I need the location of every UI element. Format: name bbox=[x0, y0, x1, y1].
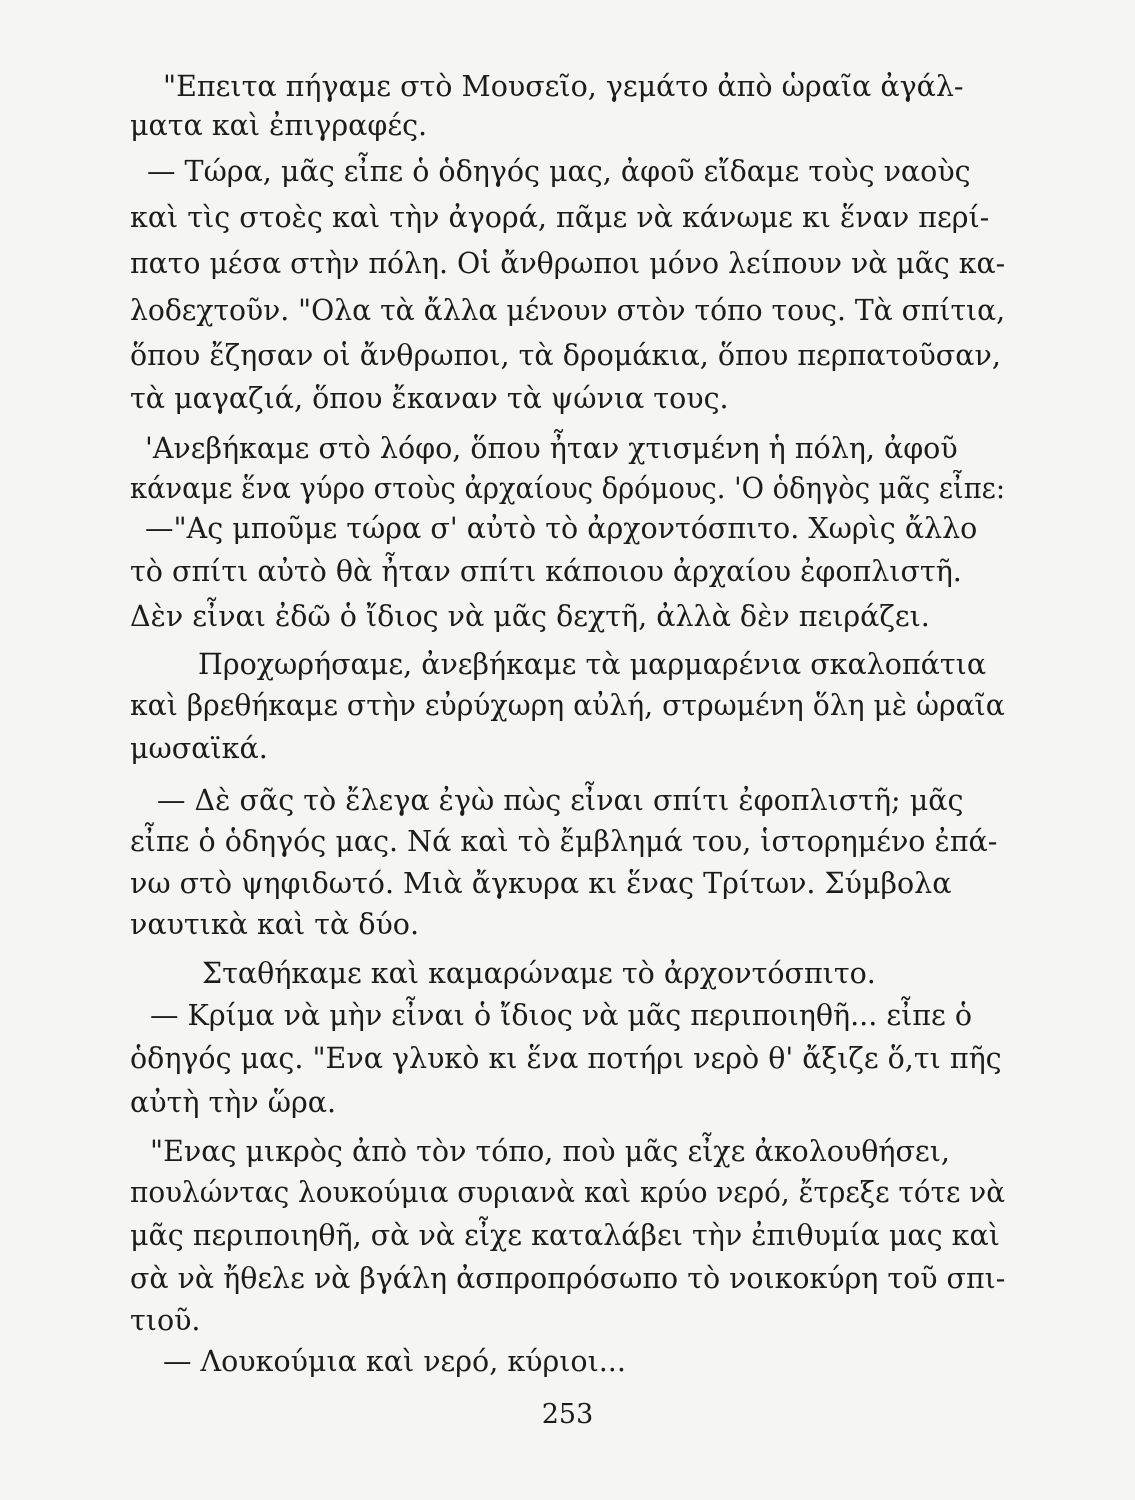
text-line: καὶ τὶς στοὲς καὶ τὴν ἀγορά, πᾶμε νὰ κάνωμε κι ἕναν περί- bbox=[130, 201, 990, 234]
text-line: πουλώντας λουκούμια συριανὰ καὶ κρύο νερό, ἔτρεξε τότε νὰ bbox=[130, 1176, 1006, 1209]
text-line: — Τώρα, μᾶς εἶπε ὁ ὁδηγός μας, ἀφοῦ εἴδαμε τοὺς ναοὺς bbox=[147, 155, 971, 188]
text-line: "Επειτα πήγαμε στὸ Μουσεῖο, γεμάτο ἀπὸ ὡραῖα ἀγάλ- bbox=[163, 70, 964, 103]
text-line: κάναμε ἕνα γύρο στοὺς ἀρχαίους δρόμους. 'Ο ὁδηγὸς μᾶς εἶπε: bbox=[130, 472, 1006, 505]
text-line: ματα καὶ ἐπιγραφές. bbox=[130, 109, 428, 142]
text-line: —"Ας μποῦμε τώρα σ' αὐτὸ τὸ ἀρχοντόσπιτο. Χωρὶς ἄλλο bbox=[145, 512, 978, 545]
text-line: — Δὲ σᾶς τὸ ἔλεγα ἐγὼ πὼς εἶναι σπίτι ἐφοπλιστῆ; μᾶς bbox=[157, 784, 964, 817]
text-line: — Λουκούμια καὶ νερό, κύριοι... bbox=[163, 1345, 626, 1378]
text-line: τιοῦ. bbox=[130, 1304, 201, 1337]
text-line: καὶ βρεθήκαμε στὴν εὐρύχωρη αὐλή, στρωμένη ὅλη μὲ ὡραῖα bbox=[130, 689, 1005, 722]
text-line: σὰ νὰ ἤθελε νὰ βγάλη ἀσπροπρόσωπο τὸ νοικοκύρη τοῦ σπι- bbox=[130, 1262, 1006, 1295]
text-line: Προχωρήσαμε, ἀνεβήκαμε τὰ μαρμαρένια σκαλοπάτια bbox=[198, 648, 987, 681]
text-line: ὅπου ἔζησαν οἱ ἄνθρωποι, τὰ δρομάκια, ὅπου περπατοῦσαν, bbox=[130, 339, 1001, 372]
text-line: — Κρίμα νὰ μὴν εἶναι ὁ ἴδιος νὰ μᾶς περιποιηθῆ... εἶπε ὁ bbox=[150, 999, 972, 1032]
text-line: 'Ανεβήκαμε στὸ λόφο, ὅπου ἦταν χτισμένη ἡ πόλη, ἀφοῦ bbox=[145, 432, 958, 465]
text-line: μᾶς περιποιηθῆ, σὰ νὰ εἶχε καταλάβει τὴν ἐπιθυμία μας καὶ bbox=[130, 1219, 1000, 1252]
text-line: τὸ σπίτι αὐτὸ θὰ ἦταν σπίτι κάποιου ἀρχαίου ἐφοπλιστῆ. bbox=[130, 555, 962, 588]
text-line: μωσαϊκά. bbox=[130, 732, 268, 765]
text-line: νω στὸ ψηφιδωτό. Μιὰ ἄγκυρα κι ἕνας Τρίτων. Σύμβολα bbox=[130, 867, 952, 900]
text-line: ὁδηγός μας. "Ενα γλυκὸ κι ἕνα ποτήρι νερὸ θ' ἄξιζε ὅ,τι πῆς bbox=[130, 1042, 1002, 1075]
page-number: 253 bbox=[541, 1399, 594, 1430]
text-line: Σταθήκαμε καὶ καμαρώναμε τὸ ἀρχοντόσπιτο. bbox=[202, 957, 876, 990]
text-line: "Ενας μικρὸς ἀπὸ τὸν τόπο, ποὺ μᾶς εἶχε ἀκολουθήσει, bbox=[150, 1135, 950, 1168]
text-line: αὐτὴ τὴν ὥρα. bbox=[130, 1086, 336, 1119]
text-line: λοδεχτοῦν. "Ολα τὰ ἄλλα μένουν στὸν τόπο τους. Τὰ σπίτια, bbox=[130, 294, 1006, 327]
text-line: πατο μέσα στὴν πόλη. Οἱ ἄνθρωποι μόνο λείπουν νὰ μᾶς κα- bbox=[130, 247, 1006, 280]
text-line: εἶπε ὁ ὁδηγός μας. Νά καὶ τὸ ἔμβλημά του, ἱστορημένο ἐπά- bbox=[130, 825, 998, 858]
text-line: τὰ μαγαζιά, ὅπου ἔκαναν τὰ ψώνια τους. bbox=[130, 382, 729, 415]
text-line: Δὲν εἶναι ἐδῶ ὁ ἴδιος νὰ μᾶς δεχτῆ, ἀλλὰ δὲν πειράζει. bbox=[130, 600, 930, 633]
text-line: ναυτικὰ καὶ τὰ δύο. bbox=[130, 908, 420, 941]
